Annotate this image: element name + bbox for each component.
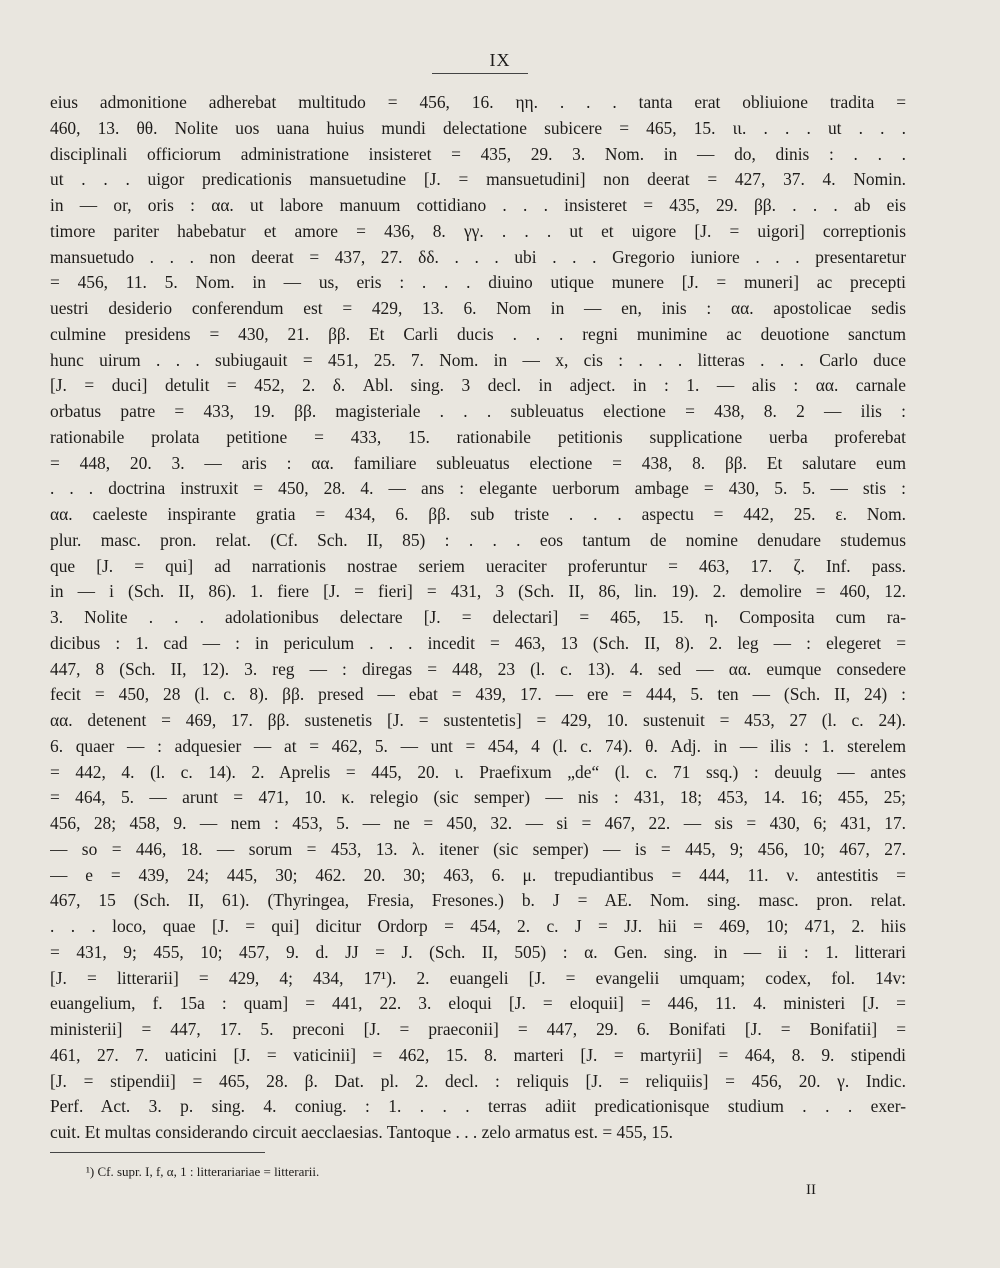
- body-line: cuit. Et multas considerando circuit aecclaesias. Tantoque . . . zelo armatus est. = 455, 15.: [50, 1122, 674, 1142]
- body-line: 456, 28; 458, 9. — nem : 453, 5. — ne = 450, 32. — si = 467, 22. — sis = 430, 6; 431, 17.: [50, 813, 906, 833]
- body-line: [J. = litterarii] = 429, 4; 434, 17¹). 2. euangeli [J. = evangelii umquam; codex, fol. 14v:: [50, 967, 906, 988]
- body-line: 461, 27. 7. uaticini [J. = vaticinii] = 462, 15. 8. marteri [J. = martyrii] = 464, 8. 9. stipendi: [50, 1044, 906, 1065]
- body-line: 467, 15 (Sch. II, 61). (Thyringea, Fresia, Fresones.) b. J = AE. Nom. sing. masc. pron. relat.: [50, 890, 906, 911]
- body-line: = 431, 9; 455, 10; 457, 9. d. JJ = J. (Sch. II, 505) : α. Gen. sing. in — ii : 1. litterari: [50, 941, 906, 962]
- body-line: que [J. = qui] ad narrationis nostrae seriem ueraciter proferuntur = 463, 17. ζ. Inf. pass.: [50, 555, 906, 576]
- body-line: fecit = 450, 28 (l. c. 8). ββ. presed — ebat = 439, 17. — ere = 444, 5. ten — (Sch. II, 24) :: [50, 684, 906, 705]
- body-line: αα. caeleste inspirante gratia = 434, 6. ββ. sub triste . . . aspectu = 442, 25. ε. Nom.: [50, 504, 906, 524]
- body-line: orbatus patre = 433, 19. ββ. magisteriale . . . subleuatus electione = 438, 8. 2 — ilis :: [50, 401, 906, 421]
- body-line: 460, 13. θθ. Nolite uos uana huius mundi delectatione subicere = 465, 15. ιι. . . . ut . . .: [50, 117, 906, 138]
- body-line: eius admonitione adherebat multitudo = 456, 16. ηη. . . . tanta erat obliuione tradita =: [50, 92, 906, 112]
- body-line: ut . . . uigor predicationis mansuetudine [J. = mansuetudini] non deerat = 427, 37. 4. Nomin.: [50, 169, 906, 190]
- body-line: culmine presidens = 430, 21. ββ. Et Carli ducis . . . regni munimine ac deuotione sanctum: [50, 323, 906, 344]
- body-line: 3. Nolite . . . adolationibus delectare [J. = delectari] = 465, 15. η. Composita cum ra-: [50, 607, 906, 627]
- body-line: = 464, 5. — arunt = 471, 10. κ. relegio (sic semper) — nis : 431, 18; 453, 14. 16; 455, 25;: [50, 787, 906, 808]
- body-line: [J. = stipendii] = 465, 28. β. Dat. pl. 2. decl. : reliquis [J. = reliquiis] = 456, 20. γ. Indic.: [50, 1070, 906, 1091]
- body-line: euangelium, f. 15a : quam] = 441, 22. 3. eloqui [J. = eloquii] = 446, 11. 4. ministeri [J. =: [50, 993, 906, 1014]
- body-line: dicibus : 1. cad — : in periculum . . . incedit = 463, 13 (Sch. II, 8). 2. leg — : elegeret =: [50, 632, 906, 653]
- body-line: = 448, 20. 3. — aris : αα. familiare subleuatus electione = 438, 8. ββ. Et salutare eum: [50, 452, 906, 473]
- body-line: 447, 8 (Sch. II, 12). 3. reg — : diregas = 448, 23 (l. c. 13). 4. sed — αα. eumque consedere: [50, 658, 906, 679]
- body-line: 6. quaer — : adquesier — at = 462, 5. — unt = 454, 4 (l. c. 74). θ. Adj. in — ilis : 1. sterelem: [50, 735, 906, 756]
- page-number: IX: [489, 50, 511, 70]
- body-line: uestri desiderio conferendum est = 429, 13. 6. Nom in — en, inis : αα. apostolicae sedis: [50, 298, 906, 318]
- body-line: = 442, 4. (l. c. 14). 2. Aprelis = 445, 20. ι. Praefixum „de“ (l. c. 71 ssq.) : deuulg — antes: [50, 761, 906, 782]
- signature-mark: II: [806, 1182, 816, 1198]
- body-line: αα. detenent = 469, 17. ββ. sustenetis [J. = sustentetis] = 429, 10. sustenuit = 453, 27 (l. c. 24).: [50, 710, 906, 730]
- header-rule: [432, 73, 528, 74]
- body-line: . . . doctrina instruxit = 450, 28. 4. — ans : elegante uerborum ambage = 430, 5. 5. — stis :: [50, 478, 906, 499]
- body-line: . . . loco, quae [J. = qui] dicitur Ordorp = 454, 2. c. J = JJ. hii = 469, 10; 471, 2. hiis: [50, 916, 906, 936]
- footnote: ¹) Cf. supr. I, f, α, 1 : litterariariae = litterarii.: [86, 1164, 320, 1179]
- body-line: Perf. Act. 3. p. sing. 4. coniug. : 1. . . . terras adiit predicationisque studium . . . exer-: [50, 1096, 906, 1117]
- body-line: plur. masc. pron. relat. (Cf. Sch. II, 85) : . . . eos tantum de nomine denudare studemus: [50, 529, 906, 550]
- body-line: mansuetudo . . . non deerat = 437, 27. δδ. . . . ubi . . . Gregorio iuniore . . . presentaretur: [50, 246, 906, 267]
- body-line: — so = 446, 18. — sorum = 453, 13. λ. itener (sic semper) — is = 445, 9; 456, 10; 467, 27.: [50, 838, 906, 859]
- body-line: disciplinali officiorum administratione insisteret = 435, 29. 3. Nom. in — do, dinis : . . .: [50, 143, 906, 164]
- body-line: timore pariter habebatur et amore = 436, 8. γγ. . . . ut et uigore [J. = uigori] correptionis: [50, 220, 906, 241]
- body-line: [J. = duci] detulit = 452, 2. δ. Abl. sing. 3 decl. in adject. in : 1. — alis : αα. carnale: [50, 375, 906, 396]
- body-line: rationabile prolata petitione = 433, 15. rationabile petitionis supplicatione uerba proferebat: [50, 426, 906, 447]
- body-line: hunc uirum . . . subiugauit = 451, 25. 7. Nom. in — x, cis : . . . litteras . . . Carlo duce: [50, 349, 906, 370]
- body-line: = 456, 11. 5. Nom. in — us, eris : . . . diuino utique munere [J. = muneri] ac precepti: [50, 272, 906, 293]
- body-line: in — i (Sch. II, 86). 1. fiere [J. = fieri] = 431, 3 (Sch. II, 86, lin. 19). 2. demolire = 460, 12.: [50, 581, 906, 602]
- body-line: in — or, oris : αα. ut labore manuum cottidiano . . . insisteret = 435, 29. ββ. . . . ab eis: [50, 195, 906, 215]
- body-line: ministerii] = 447, 17. 5. preconi [J. = praeconii] = 447, 29. 6. Bonifati [J. = Bonifatii] =: [50, 1019, 906, 1039]
- footnote-rule: [50, 1152, 265, 1153]
- body-line: — e = 439, 24; 445, 30; 462. 20. 30; 463, 6. μ. trepudiantibus = 444, 11. ν. antestitis =: [50, 864, 906, 885]
- body-text: [50, 90, 906, 1146]
